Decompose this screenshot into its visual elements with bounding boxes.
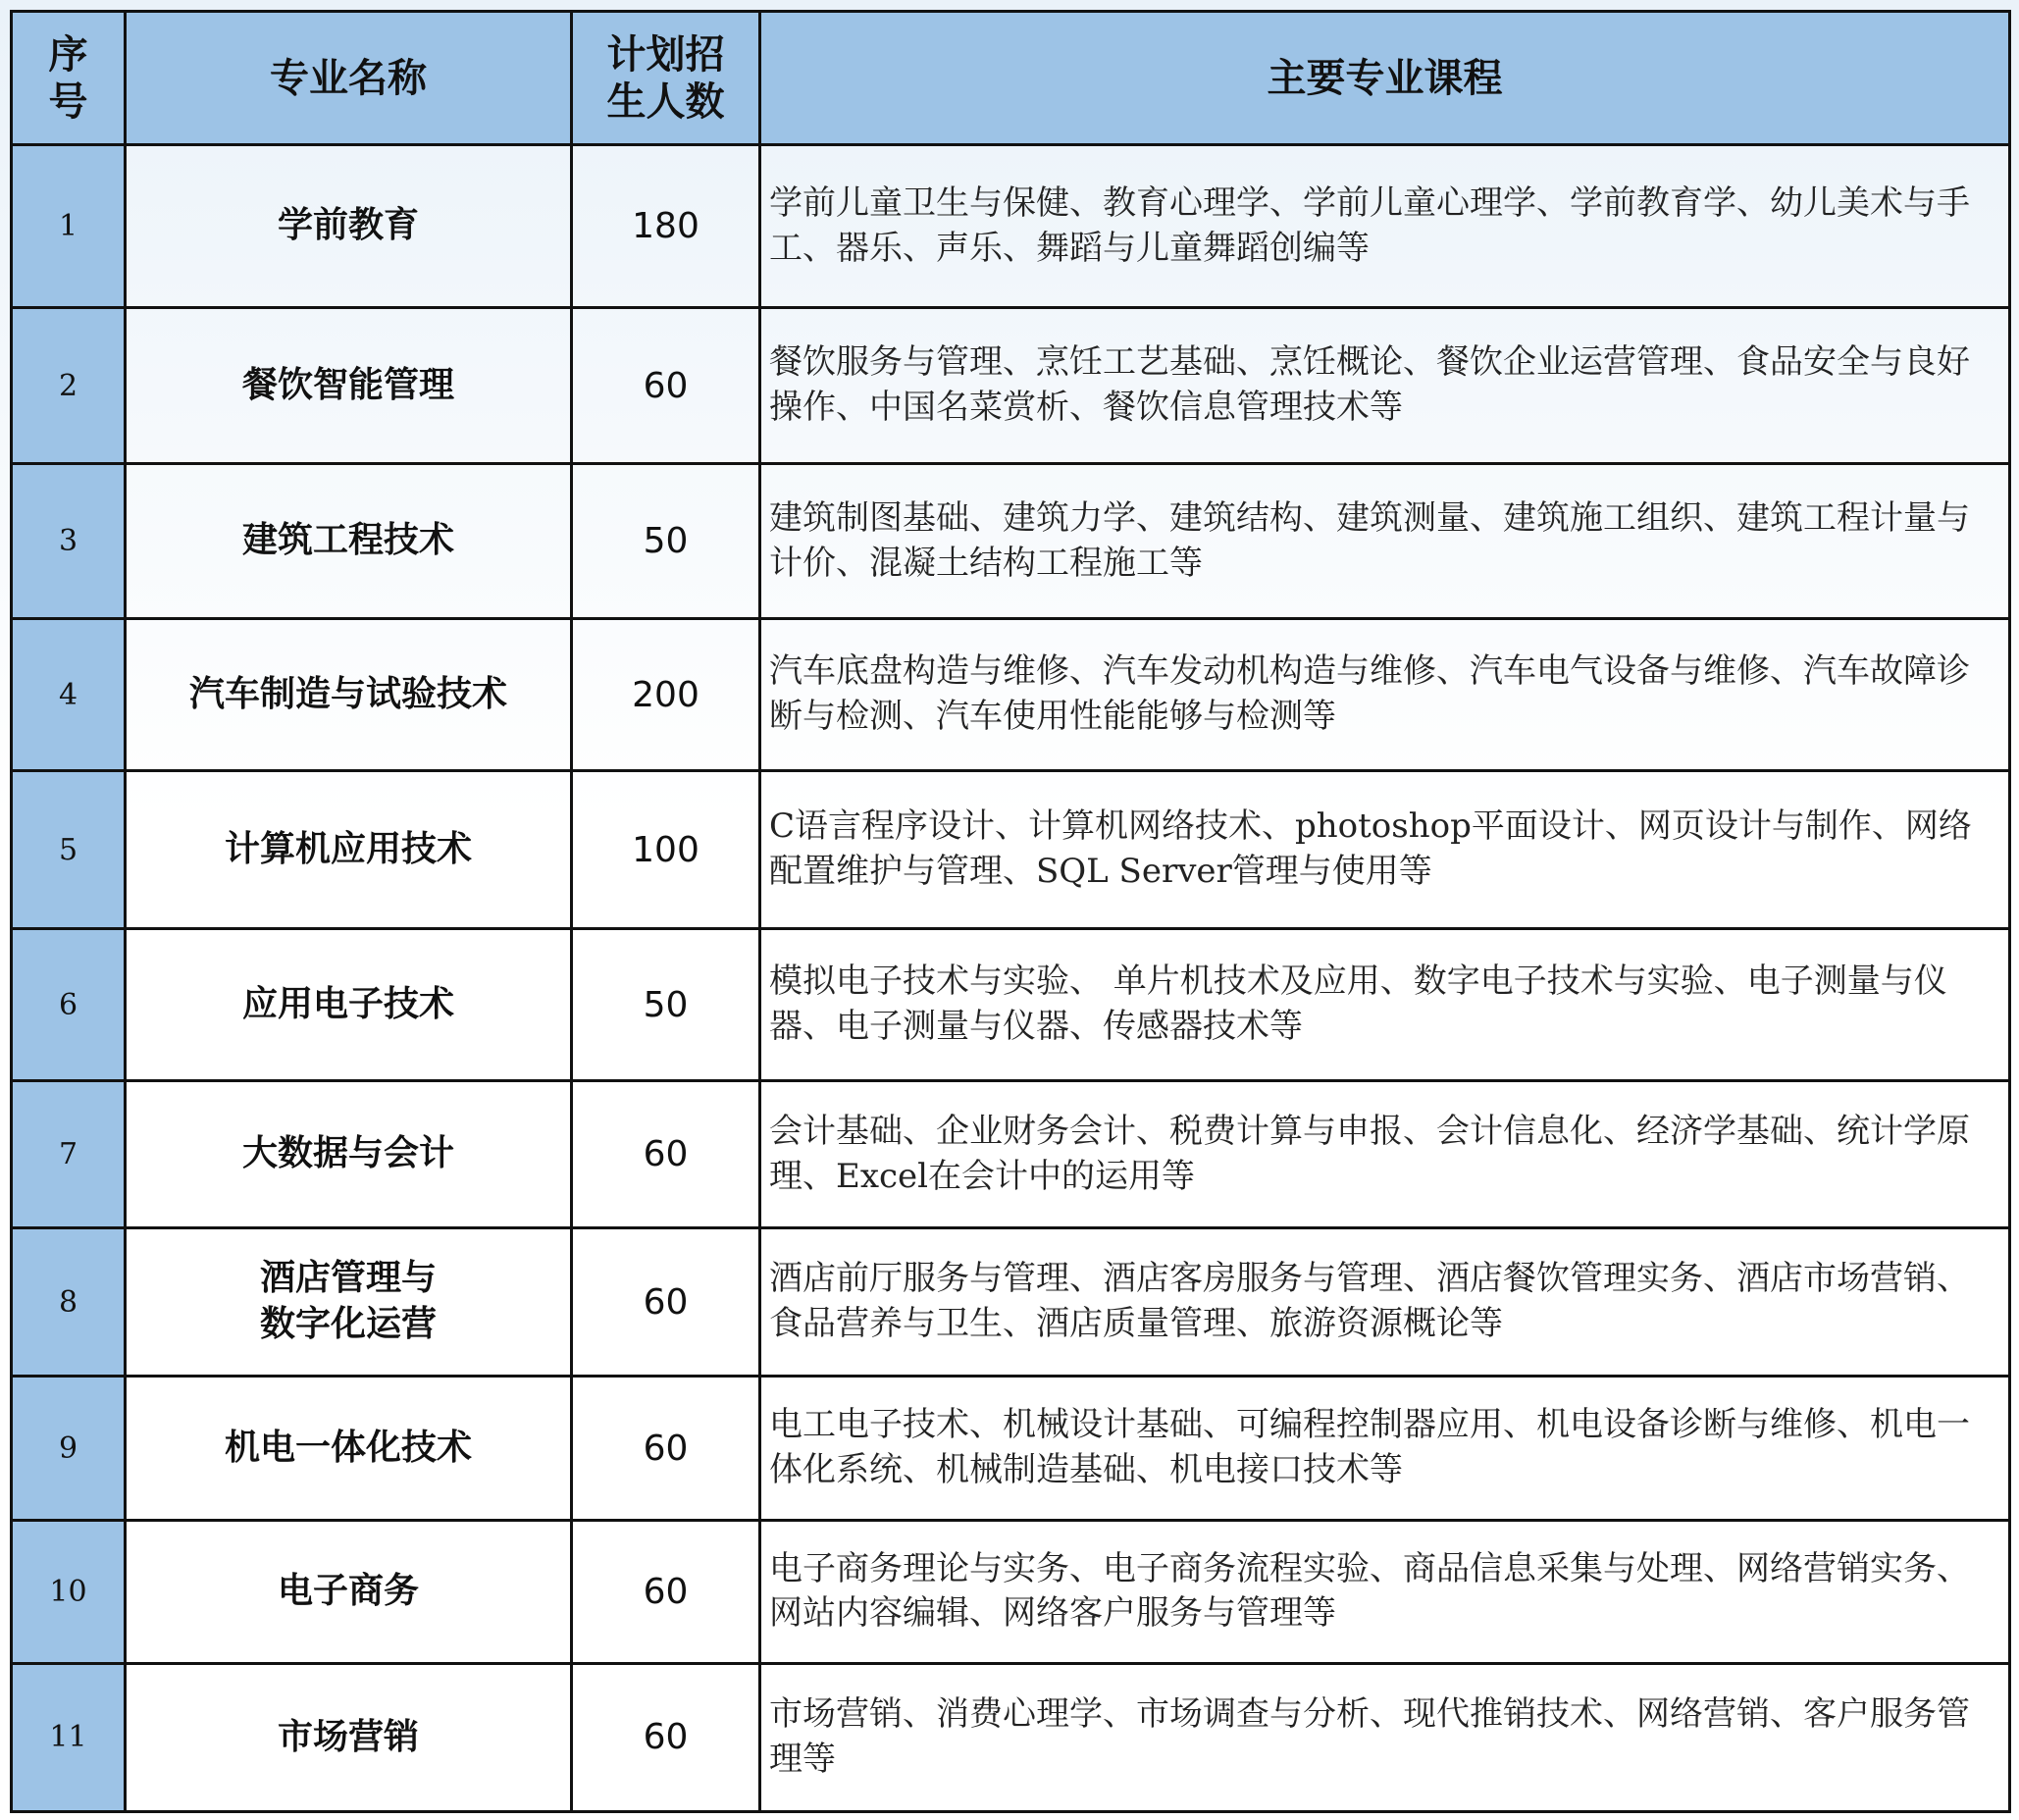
row-index: 6 [12,929,126,1081]
row-index: 8 [12,1228,126,1377]
table-row [12,771,2010,929]
row-index: 2 [12,308,126,464]
header-main-courses: 主要专业课程 [760,12,2010,145]
row-major-name: 建筑工程技术 [126,464,572,619]
row-courses: 电工电子技术、机械设计基础、可编程控制器应用、机电设备诊断与维修、机电一体化系统、机械制造基础、机电接口技术等 [760,1377,2010,1521]
table-row [12,464,2010,619]
header-planned-quota: 计划招 生人数 [572,12,760,145]
row-courses: 汽车底盘构造与维修、汽车发动机构造与维修、汽车电气设备与维修、汽车故障诊断与检测、汽车使用性能能够与检测等 [760,619,2010,771]
row-quota: 100 [572,771,760,929]
row-quota: 50 [572,929,760,1081]
row-major-name: 应用电子技术 [126,929,572,1081]
row-major-name [126,1228,572,1377]
table-row [12,145,2010,308]
row-courses: 学前儿童卫生与保健、教育心理学、学前儿童心理学、学前教育学、幼儿美术与手工、器乐、声乐、舞蹈与儿童舞蹈创编等 [760,145,2010,308]
table-header-row [12,12,2010,145]
row-courses: 建筑制图基础、建筑力学、建筑结构、建筑测量、建筑施工组织、建筑工程计量与计价、混凝土结构工程施工等 [760,464,2010,619]
row-courses: C语言程序设计、计算机网络技术、photoshop平面设计、网页设计与制作、网络配置维护与管理、SQL Server管理与使用等 [760,771,2010,929]
row-major-name: 计算机应用技术 [126,771,572,929]
table-row [12,1521,2010,1664]
row-index: 7 [12,1081,126,1228]
row-index: 4 [12,619,126,771]
row-major-name: 电子商务 [126,1521,572,1664]
table-row [12,1663,2010,1811]
row-quota: 180 [572,145,760,308]
row-quota: 60 [572,1081,760,1228]
table-row [12,1228,2010,1377]
header-major-name: 专业名称 [126,12,572,145]
row-quota: 200 [572,619,760,771]
row-index: 10 [12,1521,126,1664]
table-row [12,1377,2010,1521]
row-index: 3 [12,464,126,619]
row-courses: 餐饮服务与管理、烹饪工艺基础、烹饪概论、餐饮企业运营管理、食品安全与良好操作、中国名菜赏析、餐饮信息管理技术等 [760,308,2010,464]
table-row [12,929,2010,1081]
row-major-name: 市场营销 [126,1663,572,1811]
enrollment-plan-table [10,10,2011,1813]
row-index: 1 [12,145,126,308]
row-major-name-line-2: 数字化运营 [259,1304,437,1345]
row-courses: 电子商务理论与实务、电子商务流程实验、商品信息采集与处理、网络营销实务、网站内容编辑、网络客户服务与管理等 [760,1521,2010,1664]
row-courses: 市场营销、消费心理学、市场调查与分析、现代推销技术、网络营销、客户服务管理等 [760,1663,2010,1811]
row-index: 11 [12,1663,126,1811]
row-major-name: 大数据与会计 [126,1081,572,1228]
row-quota: 60 [572,308,760,464]
row-quota: 60 [572,1521,760,1664]
row-major-name: 汽车制造与试验技术 [126,619,572,771]
row-quota: 50 [572,464,760,619]
row-courses: 模拟电子技术与实验、 单片机技术及应用、数字电子技术与实验、电子测量与仪器、电子测量与仪器、传感器技术等 [760,929,2010,1081]
row-quota: 60 [572,1663,760,1811]
row-index: 9 [12,1377,126,1521]
table-row [12,619,2010,771]
row-quota: 60 [572,1228,760,1377]
header-index: 序 号 [12,12,126,145]
row-major-name: 学前教育 [126,145,572,308]
enrollment-table-container [10,10,2011,1813]
row-major-name: 餐饮智能管理 [126,308,572,464]
row-index: 5 [12,771,126,929]
table-row [12,1081,2010,1228]
row-quota: 60 [572,1377,760,1521]
row-major-name: 机电一体化技术 [126,1377,572,1521]
row-major-name-line-1: 酒店管理与 [259,1258,437,1299]
row-courses: 会计基础、企业财务会计、税费计算与申报、会计信息化、经济学基础、统计学原理、Excel在会计中的运用等 [760,1081,2010,1228]
row-courses: 酒店前厅服务与管理、酒店客房服务与管理、酒店餐饮管理实务、酒店市场营销、食品营养与卫生、酒店质量管理、旅游资源概论等 [760,1228,2010,1377]
table-row [12,308,2010,464]
